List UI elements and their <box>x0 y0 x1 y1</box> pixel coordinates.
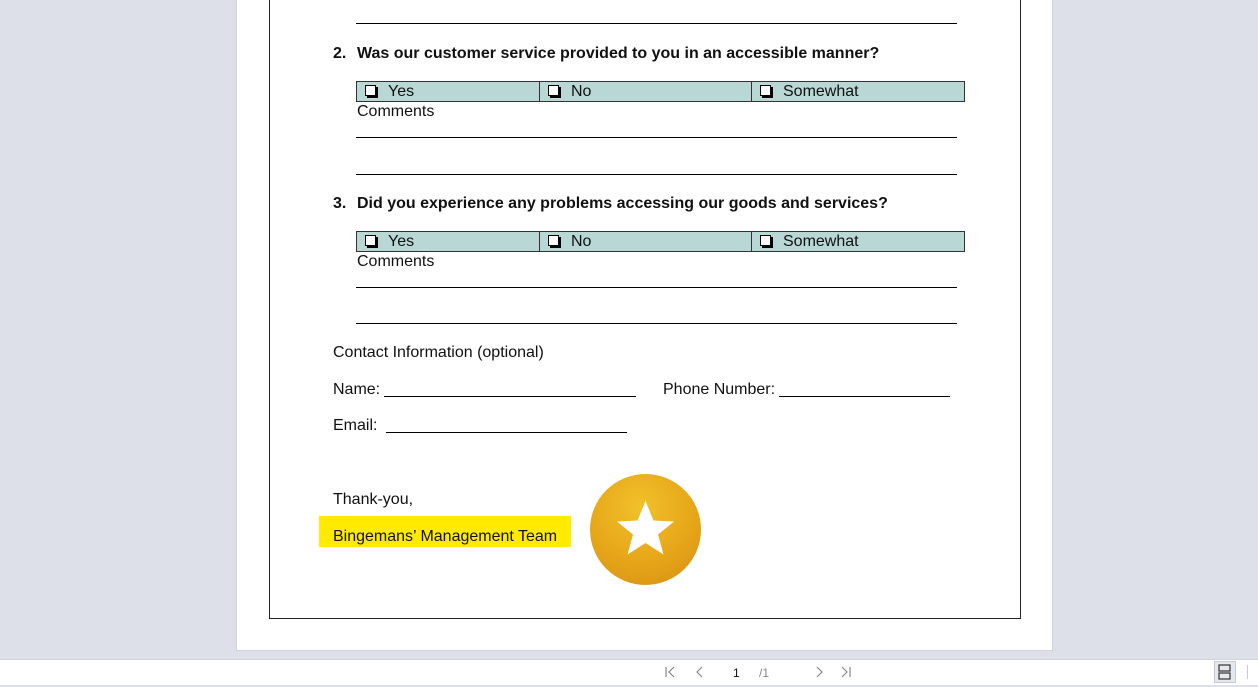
page-layout-icon[interactable] <box>1214 661 1236 683</box>
option-somewhat[interactable] <box>752 232 964 251</box>
email-field[interactable] <box>386 432 627 433</box>
first-page-icon[interactable] <box>664 665 676 682</box>
phone-field[interactable] <box>779 396 950 397</box>
option-label: Yes <box>388 232 415 250</box>
signature-text: Bingemans’ Management Team <box>333 528 558 545</box>
comment-line[interactable] <box>356 174 957 175</box>
checkbox-icon[interactable] <box>548 85 559 96</box>
checkbox-icon[interactable] <box>760 85 771 96</box>
question-3 <box>333 195 888 213</box>
comments-label: Comments <box>357 253 435 270</box>
question-text: Did you experience any problems accessing our goods and services? <box>357 195 888 212</box>
comment-line[interactable] <box>356 287 957 288</box>
option-no[interactable] <box>540 232 752 251</box>
question-2 <box>333 45 879 63</box>
option-yes[interactable] <box>357 82 540 101</box>
checkbox-icon[interactable] <box>365 85 376 96</box>
email-label: Email: <box>333 417 378 434</box>
contact-heading: Contact Information (optional) <box>333 344 544 361</box>
name-label: Name: <box>333 381 381 398</box>
name-field[interactable] <box>384 396 636 397</box>
total-pages: /1 <box>759 666 770 680</box>
comments-label: Comments <box>357 103 435 120</box>
question-number: 2. <box>333 45 347 62</box>
comment-line[interactable] <box>356 137 957 138</box>
viewer-toolbar <box>0 659 1258 685</box>
option-label: Somewhat <box>783 82 859 100</box>
option-somewhat[interactable] <box>752 82 964 101</box>
last-page-icon[interactable] <box>840 665 852 682</box>
prev-page-icon[interactable] <box>694 665 704 682</box>
current-page-input[interactable]: 1 <box>733 666 740 680</box>
question-3-options <box>356 231 965 252</box>
option-yes[interactable] <box>357 232 540 251</box>
option-label: No <box>571 232 592 250</box>
next-page-icon[interactable] <box>815 665 825 682</box>
comment-line[interactable] <box>356 323 957 324</box>
checkbox-icon[interactable] <box>365 235 376 246</box>
option-no[interactable] <box>540 82 752 101</box>
comment-line[interactable] <box>356 23 957 24</box>
option-label: No <box>571 82 592 100</box>
question-2-options <box>356 81 965 102</box>
option-label: Yes <box>388 82 415 100</box>
checkbox-icon[interactable] <box>548 235 559 246</box>
question-text: Was our customer service provided to you in an accessible manner? <box>357 45 880 62</box>
star-badge-icon <box>590 474 701 585</box>
option-label: Somewhat <box>783 232 859 250</box>
toolbar-divider <box>1247 665 1248 679</box>
thank-you-text: Thank-you, <box>333 491 414 508</box>
question-number: 3. <box>333 195 347 212</box>
phone-label: Phone Number: <box>663 381 776 398</box>
checkbox-icon[interactable] <box>760 235 771 246</box>
